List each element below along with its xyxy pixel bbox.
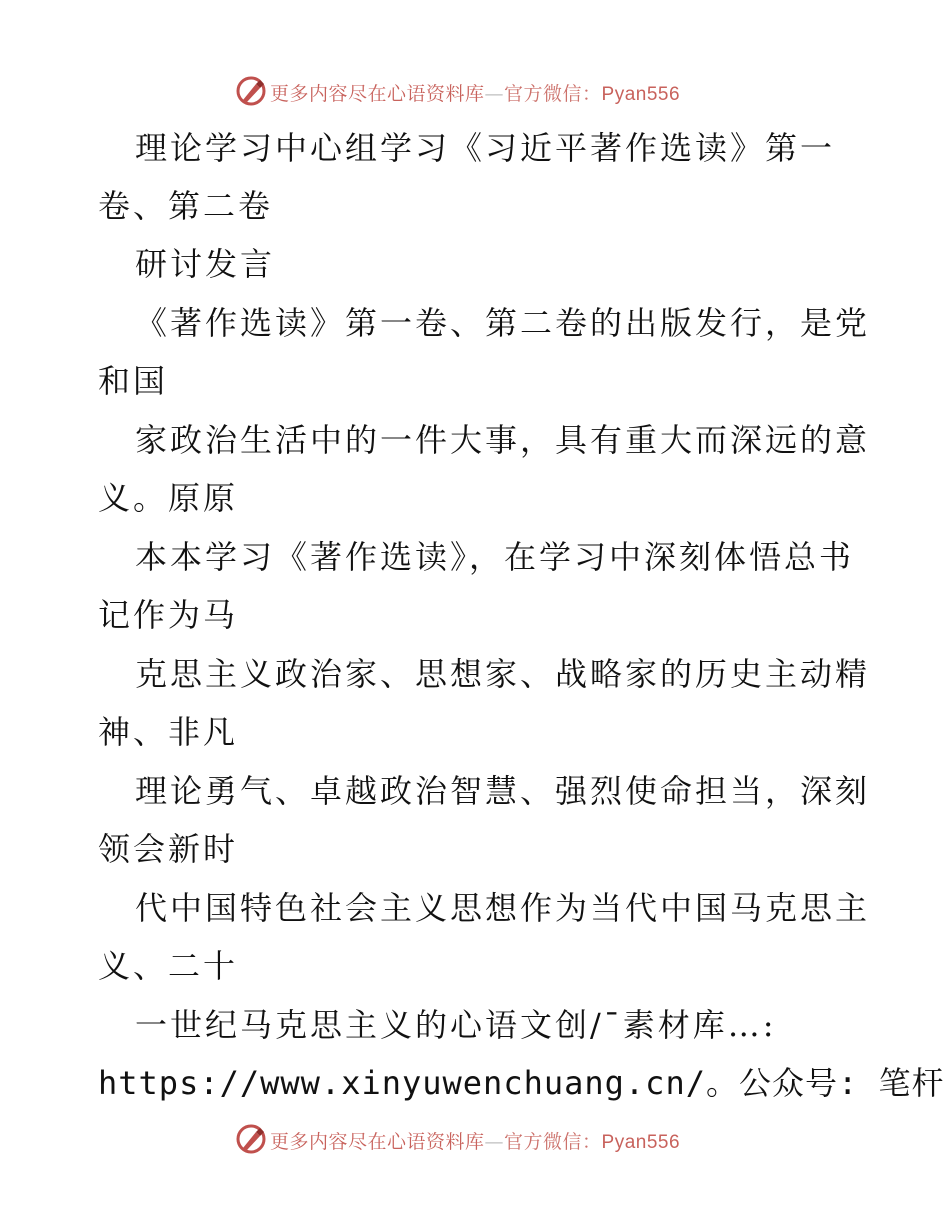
doc-line: 领会新时	[98, 830, 239, 868]
watermark-label: 官方微信：	[504, 1131, 602, 1153]
watermark-text	[270, 1127, 680, 1154]
watermark-main: 更多内容尽在心语资料库	[270, 1131, 485, 1153]
doc-line: 记作为马	[98, 596, 239, 634]
doc-line: 本本学习《著作选读》，在学习中深刻体悟总书	[135, 538, 855, 576]
doc-line: 克思主义政治家、思想家、战略家的历史主动精	[135, 655, 871, 693]
watermark-footer	[0, 1120, 950, 1160]
doc-line: 一世纪马克思主义的心语文创/¯素材库…:	[135, 1006, 777, 1044]
doc-line: 家政治生活中的一件大事，具有重大而深远的意	[135, 421, 871, 459]
pen-logo-icon	[234, 1122, 268, 1156]
doc-line: 卷、第二卷	[98, 187, 274, 225]
watermark-separator: —	[484, 1131, 505, 1153]
doc-line: 研讨发言	[135, 245, 276, 283]
doc-line: 义、二十	[98, 947, 239, 985]
doc-line: 和国	[98, 362, 169, 400]
pen-logo-icon	[234, 74, 268, 108]
doc-line: 义。原原	[98, 479, 239, 517]
doc-line: 代中国特色社会主义思想作为当代中国马克思主	[135, 889, 871, 927]
watermark-main: 更多内容尽在心语资料库	[270, 83, 485, 105]
doc-line-url: https://www.xinyuwenchuang.cn/。公众号: 笔杆	[98, 1064, 945, 1102]
watermark-handle: Pyan556	[601, 84, 681, 105]
watermark-text	[270, 79, 680, 106]
watermark-header	[0, 72, 950, 112]
doc-line: 理论勇气、卓越政治智慧、强烈使命担当，深刻	[135, 772, 871, 810]
watermark-separator: —	[484, 83, 505, 105]
watermark-handle: Pyan556	[601, 1132, 681, 1153]
doc-line: 理论学习中心组学习《习近平著作选读》第一	[135, 129, 836, 167]
doc-line: 《著作选读》第一卷、第二卷的出版发行，是党	[135, 304, 871, 342]
doc-line: 神、非凡	[98, 713, 239, 751]
watermark-label: 官方微信：	[504, 83, 602, 105]
